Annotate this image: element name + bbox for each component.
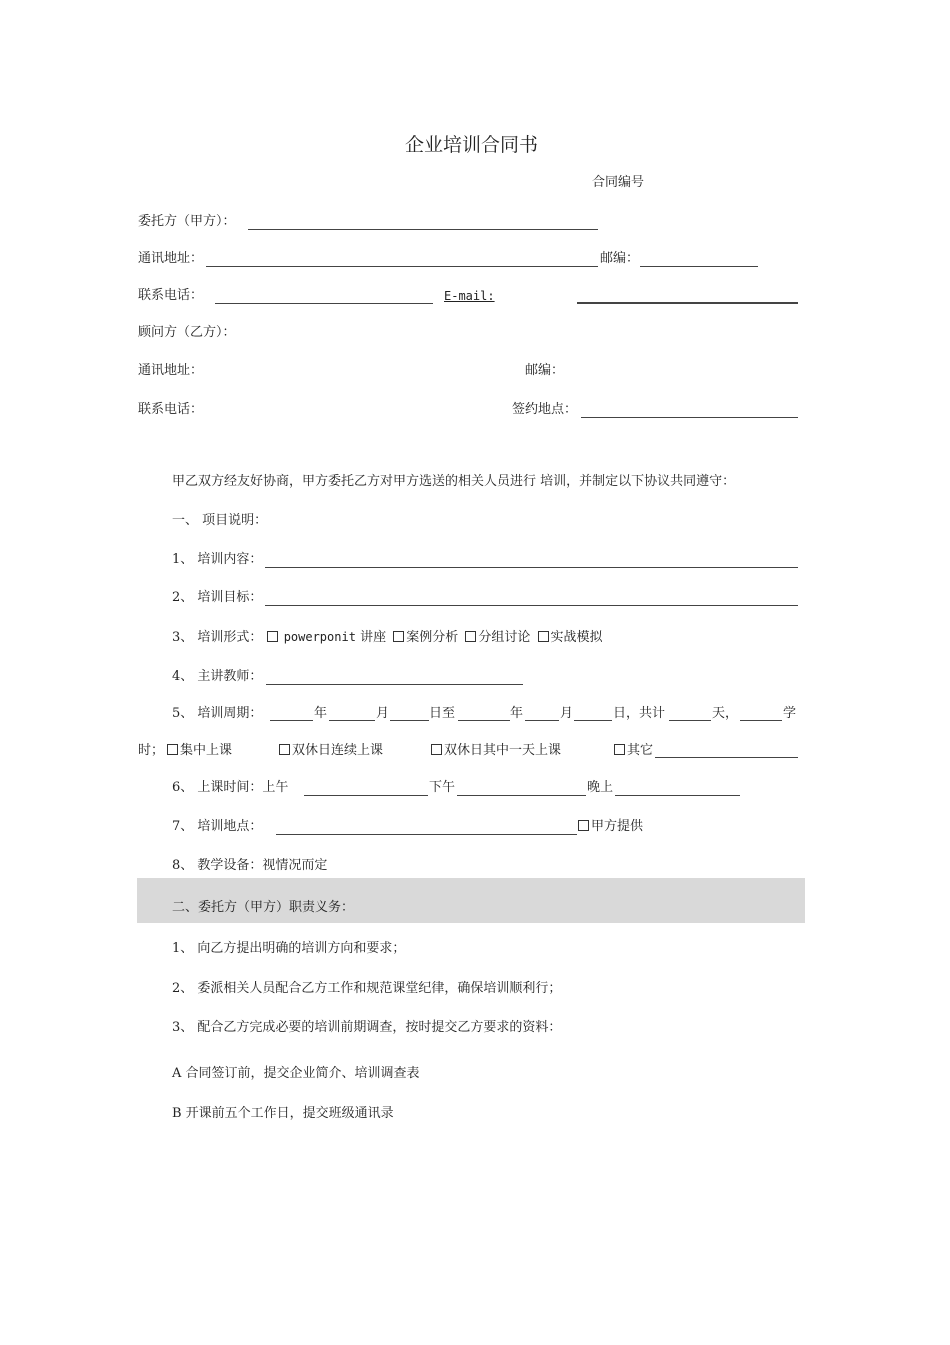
period-option-concentrated[interactable]: 集中上课 bbox=[167, 742, 232, 760]
intro-paragraph: 甲乙双方经友好协商，甲方委托乙方对甲方选送的相关人员进行 培训，并制定以下协议共同遵守： bbox=[172, 474, 736, 489]
party-a-name-field[interactable] bbox=[248, 229, 598, 230]
duty-item-1: 1、 向乙方提出明确的培训方向和要求； bbox=[172, 941, 406, 956]
party-b-postcode-label: 邮编： bbox=[525, 363, 565, 378]
evening-time-field[interactable] bbox=[615, 795, 740, 796]
party-a-phone-field[interactable] bbox=[215, 303, 433, 304]
form-option-simulation: 实战模拟 bbox=[550, 630, 603, 645]
section1-heading: 一、 项目说明： bbox=[172, 513, 268, 528]
training-content-label: 1、 培训内容： bbox=[172, 552, 263, 567]
form-option-lecture: 讲座 bbox=[360, 630, 387, 645]
afternoon-time-field[interactable] bbox=[457, 795, 586, 796]
period-hours-field[interactable] bbox=[740, 720, 782, 721]
party-a-email-label: E-mail: bbox=[444, 289, 495, 303]
sign-place-field[interactable] bbox=[581, 417, 798, 418]
sign-place-label: 签约地点： bbox=[512, 402, 578, 417]
period-option-other[interactable]: 其它 bbox=[614, 742, 653, 760]
training-goal-field[interactable] bbox=[265, 605, 798, 606]
period-total-label: 日，共计 bbox=[613, 706, 666, 721]
party-b-label: 顾问方（乙方）： bbox=[138, 325, 236, 340]
lecturer-field[interactable] bbox=[266, 684, 523, 685]
lecturer-label: 4、 主讲教师： bbox=[172, 669, 263, 684]
afternoon-label: 下午 bbox=[429, 780, 456, 795]
training-form-row bbox=[172, 628, 603, 647]
party-a-address-label: 通讯地址： bbox=[138, 251, 204, 266]
period-start-day[interactable] bbox=[390, 720, 429, 721]
period-shi-label: 时； bbox=[138, 743, 165, 758]
form-option-powerpoint: powerponit bbox=[283, 630, 356, 644]
period-days-label: 天， bbox=[712, 706, 739, 721]
checkbox-icon[interactable] bbox=[167, 744, 178, 755]
period-start-year[interactable] bbox=[270, 720, 313, 721]
period-xue-label: 学 bbox=[783, 706, 797, 721]
party-a-phone-label: 联系电话： bbox=[138, 288, 204, 303]
training-location-label: 7、 培训地点： bbox=[172, 819, 263, 834]
period-end-month[interactable] bbox=[525, 720, 559, 721]
checkbox-icon[interactable] bbox=[465, 631, 476, 642]
party-a-label: 委托方（甲方）： bbox=[138, 214, 236, 229]
duty-item-2: 2、 委派相关人员配合乙方工作和规范课堂纪律，确保培训顺利行； bbox=[172, 981, 562, 996]
party-b-address-label: 通讯地址： bbox=[138, 363, 204, 378]
period-other-field[interactable] bbox=[655, 757, 798, 758]
training-period-label: 5、 培训周期： bbox=[172, 706, 263, 721]
section2-heading: 二、委托方（甲方）职责义务： bbox=[172, 900, 355, 915]
party-b-phone-label: 联系电话： bbox=[138, 402, 204, 417]
party-a-postcode-field[interactable] bbox=[640, 266, 758, 267]
teaching-equipment: 8、 教学设备：视情况而定 bbox=[172, 858, 328, 873]
location-option-party-a[interactable]: 甲方提供 bbox=[578, 818, 643, 836]
checkbox-icon[interactable] bbox=[267, 631, 278, 642]
evening-label: 晚上 bbox=[587, 780, 614, 795]
duty-item-a: A 合同签订前，提交企业简介、培训调查表 bbox=[172, 1066, 420, 1081]
period-month1-label: 月 bbox=[376, 706, 390, 721]
duty-item-3: 3、 配合乙方完成必要的培训前期调查，按时提交乙方要求的资料： bbox=[172, 1020, 562, 1035]
period-start-month[interactable] bbox=[329, 720, 375, 721]
checkbox-icon[interactable] bbox=[431, 744, 442, 755]
party-a-postcode-label: 邮编： bbox=[600, 251, 640, 266]
period-end-day[interactable] bbox=[574, 720, 612, 721]
period-days-field[interactable] bbox=[669, 720, 711, 721]
period-option-weekend-one[interactable]: 双休日其中一天上课 bbox=[431, 742, 561, 760]
checkbox-icon[interactable] bbox=[614, 744, 625, 755]
checkbox-icon[interactable] bbox=[279, 744, 290, 755]
document-title: 企业培训合同书 bbox=[404, 134, 538, 156]
checkbox-icon[interactable] bbox=[578, 820, 589, 831]
morning-time-field[interactable] bbox=[304, 795, 428, 796]
training-form-label: 3、 培训形式： bbox=[172, 630, 263, 645]
period-end-year[interactable] bbox=[458, 720, 510, 721]
period-month2-label: 月 bbox=[560, 706, 574, 721]
period-year1-label: 年 bbox=[314, 706, 328, 721]
training-content-field[interactable] bbox=[265, 567, 798, 568]
party-a-email-field[interactable] bbox=[577, 302, 798, 304]
form-option-case: 案例分析 bbox=[406, 630, 459, 645]
checkbox-icon[interactable] bbox=[393, 631, 404, 642]
party-a-address-field[interactable] bbox=[206, 266, 598, 267]
period-to-label: 日至 bbox=[429, 706, 456, 721]
period-year2-label: 年 bbox=[510, 706, 524, 721]
duty-item-b: B 开课前五个工作日，提交班级通讯录 bbox=[172, 1106, 394, 1121]
period-option-weekend[interactable]: 双休日连续上课 bbox=[279, 742, 383, 760]
checkbox-icon[interactable] bbox=[538, 631, 549, 642]
contract-number-label: 合同编号 bbox=[592, 175, 645, 190]
class-time-label: 6、 上课时间：上午 bbox=[172, 780, 289, 795]
training-goal-label: 2、 培训目标： bbox=[172, 590, 263, 605]
form-option-group: 分组讨论 bbox=[478, 630, 531, 645]
training-location-field[interactable] bbox=[276, 834, 577, 835]
